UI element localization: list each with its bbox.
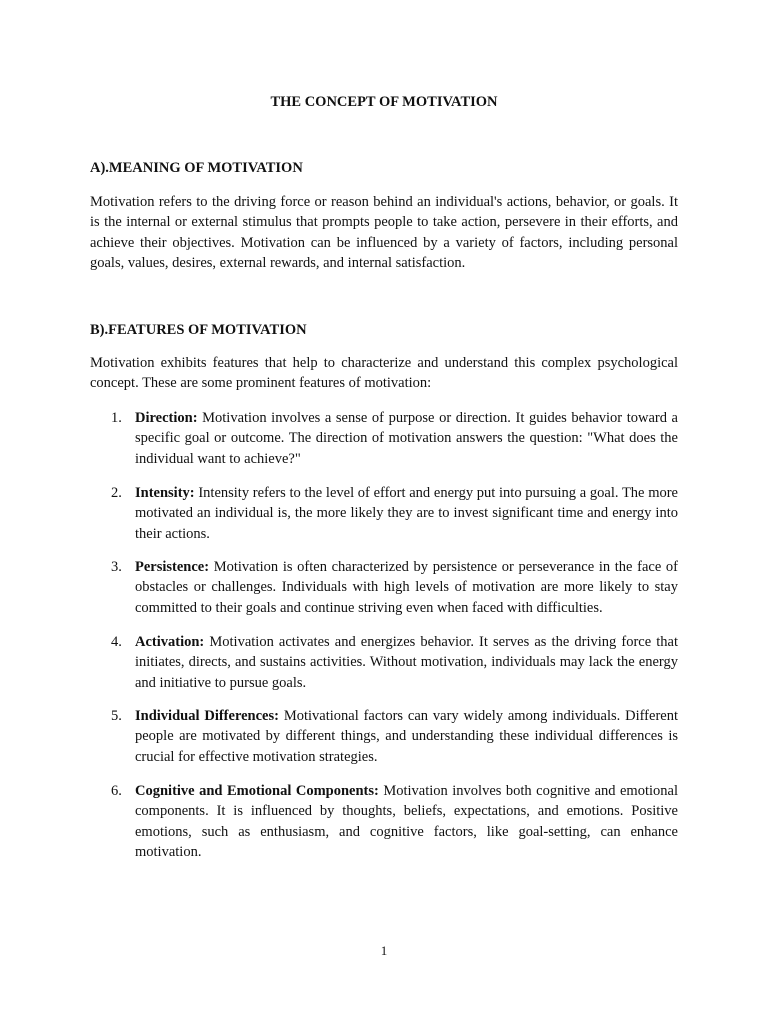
list-item-body (135, 781, 678, 863)
list-item-number: 1. (111, 410, 122, 426)
list-item-text: Motivation involves a sense of purpose or direction. It guides behavior toward a specific goal or outcome. The direction of motivation answers the question: "What does the individual want to achieve?" (135, 410, 678, 467)
list-item (90, 706, 678, 767)
list-item-body (135, 557, 678, 618)
document-title: THE CONCEPT OF MOTIVATION (270, 94, 498, 110)
list-item-term: Intensity: (135, 485, 195, 501)
list-item-body (135, 706, 678, 767)
list-item-term: Activation: (135, 634, 205, 650)
list-item-body (135, 408, 678, 469)
list-item-number: 4. (111, 634, 122, 650)
section-a-paragraph: Motivation refers to the driving force or reason behind an individual's actions, behavior, or goals. It is the internal or external stimulus that prompts people to take action, persevere in their efforts, and achieve their objectives. Motivation can be influenced by a variety of factors, including personal goals, values, desires, external rewards, and internal satisfaction. (90, 194, 678, 272)
list-item-number: 6. (111, 783, 122, 799)
list-item-number: 3. (111, 559, 122, 575)
list-item-term: Direction: (135, 410, 198, 426)
list-item-body (135, 483, 678, 544)
list-item (90, 632, 678, 693)
list-item-term: Cognitive and Emotional Components: (135, 783, 379, 799)
section-b-intro: Motivation exhibits features that help to characterize and understand this complex psychological concept. These are some prominent features of motivation: (90, 355, 678, 392)
list-item-term: Individual Differences: (135, 708, 279, 724)
list-item-text: Motivation activates and energizes behavior. It serves as the driving force that initiates, directs, and sustains activities. Without motivation, individuals may lack the energy and initiative to pursue goals. (135, 634, 678, 691)
list-item-text: Motivation involves both cognitive and emotional components. It is influenced by thoughts, beliefs, expectations, and emotions. Positive emotions, such as enthusiasm, and cognitive factors, like goal-setting, can enhance motivation. (135, 783, 678, 861)
page-number: 1 (380, 943, 388, 958)
list-item (90, 781, 678, 863)
section-a-heading: A).MEANING OF MOTIVATION (90, 160, 303, 176)
list-item-number: 5. (111, 708, 122, 724)
section-b-heading: B).FEATURES OF MOTIVATION (90, 322, 307, 338)
list-item-number: 2. (111, 485, 122, 501)
list-item-text: Motivational factors can vary widely among individuals. Different people are motivated by different things, and understanding these individual differences is crucial for effective motivation strategies. (135, 708, 678, 765)
list-item (90, 408, 678, 469)
list-item (90, 557, 678, 618)
list-item-text: Motivation is often characterized by persistence or perseverance in the face of obstacles or challenges. Individuals with high levels of motivation are more likely to stay committed to their goals and continue striving even when faced with difficulties. (135, 559, 678, 616)
list-item-body (135, 632, 678, 693)
list-item (90, 483, 678, 544)
list-item-text: Intensity refers to the level of effort and energy put into pursuing a goal. The more motivated an individual is, the more likely they are to invest significant time and energy into their actions. (135, 485, 678, 542)
list-item-term: Persistence: (135, 559, 210, 575)
